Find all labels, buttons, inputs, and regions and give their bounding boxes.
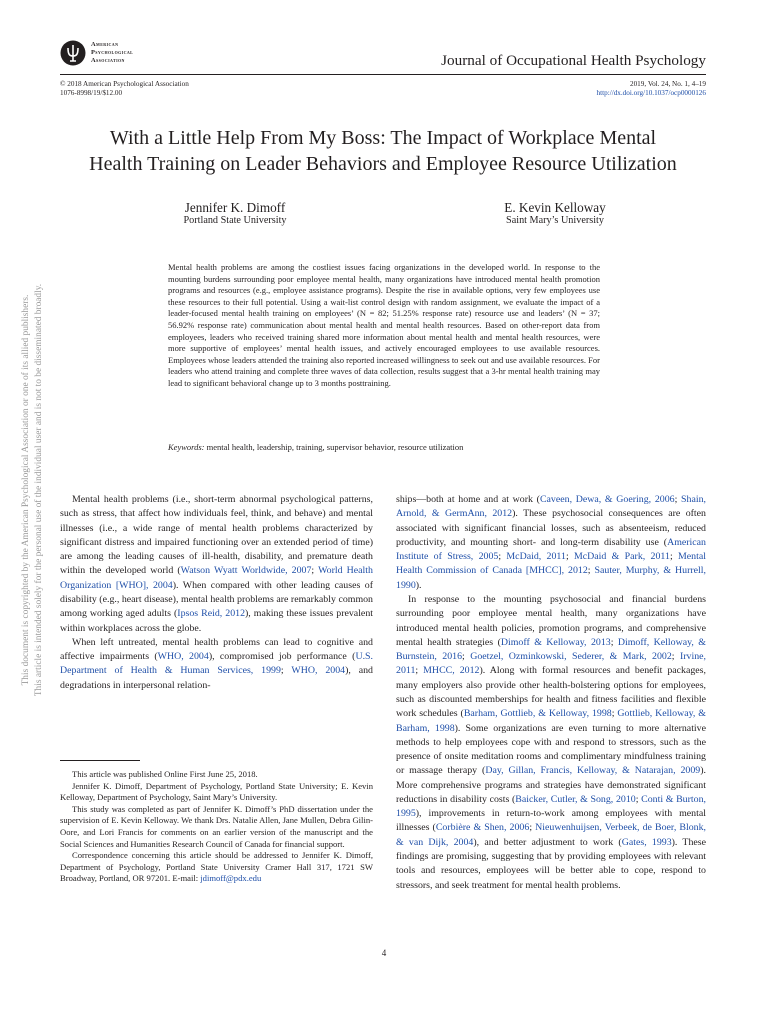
paragraph-text: ships—both at home and at work ( <box>396 494 540 505</box>
citation-link[interactable]: McDaid & Park, 2011 <box>574 551 670 563</box>
doi-link[interactable]: http://dx.doi.org/10.1037/ocp0000126 <box>596 89 706 97</box>
body-paragraph <box>60 636 373 693</box>
citation-link[interactable]: Conti & Burton, 1995 <box>396 793 706 820</box>
citation-link[interactable]: Watson Wyatt Worldwide, 2007 <box>180 565 312 577</box>
paragraph-text: ; <box>611 708 618 720</box>
journal-title: Journal of Occupational Health Psychology <box>441 52 706 69</box>
apa-psi-icon <box>60 40 86 66</box>
keywords-label: Keywords: <box>168 442 205 452</box>
paragraph-text: ). These findings are promising, suggesting that by providing employees with relevant tools and resources, employees will be better able to cope, respond to stressors, and seek treatment for mental health problems. <box>396 836 707 891</box>
keywords-text: mental health, leadership, training, supervisor behavior, resource utilization <box>206 442 464 452</box>
author-name: Jennifer K. Dimoff <box>184 200 286 215</box>
footnote-correspondence <box>60 850 373 885</box>
author-block <box>455 200 655 227</box>
footnotes <box>60 769 373 885</box>
citation-link[interactable]: Dimoff, Kelloway, & Burnstein, 2016 <box>396 636 706 663</box>
abstract: Mental health problems are among the costliest issues facing organizations in the developed world. In response to the mounting burdens surrounding poor employee mental health, many organizations have introduced mental health promotion programs and resources (e.g., employee assistance programs). Despite the rise in available options, very few employees use these resources to their full potential. Using a wait-list control design with random assignment, we evaluate the impact of a leader-focused mental health training on employees’ (N = 82; 51.25% response rate) resource use and leaders’ (N = 37; 56.92% response rate) communication about mental health and mental health resources. Based on other-report data from employees, leaders who received training shared more information about mental health and mental health resources, were more supportive of employees’ mental health issues, and actively encouraged employees to use available resources. Employees whose leaders attended the training also reported increased willingness to seek out and use available resources. For leaders who attend training and complete three waves of data collection, results suggest that a 3-hr mental health training may lead to significant behavioral change up to 3 months posttraining. <box>168 262 600 388</box>
publisher-name: American Psychological Association <box>91 41 134 64</box>
author-affiliation: Saint Mary’s University <box>506 215 604 226</box>
citation-link[interactable]: Day, Gillan, Francis, Kelloway, & Natarajan, 2009 <box>485 765 701 777</box>
paragraph-text: ). Some organizations are even turning to more alternative methods to help employees cope with and respond to stressors, such as the presence of onsite meditation rooms and complimentary mindfulness training or massage therapy ( <box>396 722 706 777</box>
page-number: 4 <box>381 948 387 958</box>
footnote-acknowledgment: This study was completed as part of Jennifer K. Dimoff’s PhD dissertation under the supervision of E. Kevin Kelloway. We thank Drs. Natalie Allen, Jane Mullen, Debra Gilin-Oore, and Lori Francis for comments on an earlier version of the manuscript and the Social Sciences and Humanities Research Council of Canada for financial support. <box>60 803 373 849</box>
citation-link[interactable]: Mental Health Commission of Canada [MHCC], 2012 <box>396 551 706 577</box>
left-column <box>60 493 373 693</box>
citation-link[interactable]: Goetzel, Ozminkowski, Sederer, & Mark, 2002 <box>470 651 672 663</box>
copyright-line: © 2018 American Psychological Association <box>60 80 189 88</box>
title-line: Health Training on Leader Behaviors and Employee Resource Utilization <box>89 153 677 175</box>
paragraph-text: ; <box>671 651 680 663</box>
paragraph-text: ; <box>529 822 536 834</box>
citation-link[interactable]: Caveen, Dewa, & Goering, 2006 <box>539 494 675 505</box>
header-rule <box>60 74 706 75</box>
paragraph-text: ). When compared with other leading causes of disability (e.g., heart disease), mental health problems are remarkably common among working aged adults ( <box>60 579 374 620</box>
citation-link[interactable]: Shain, Arnold, & GermAnn, 2012 <box>396 494 706 520</box>
sidebar-line: This document is copyrighted by the American Psychological Association or one of its allied publishers. <box>21 294 31 686</box>
apa-logo <box>60 40 133 66</box>
paragraph-text: In response to the mounting psychosocial and financial burdens surrounding poor employee mental health, many organizations have introduced mental health policies, promotion programs, and comprehensive mental health strategies ( <box>396 593 706 648</box>
paragraph-text: ; <box>635 793 642 805</box>
citation-link[interactable]: Sauter, Murphy, & Hurrell, 1990 <box>396 565 706 591</box>
copyright-sidebar <box>20 110 46 870</box>
article-title <box>60 125 706 177</box>
paragraph-text: ), improvements in return-to-work among employees with mental illnesses ( <box>396 808 706 834</box>
body-paragraph <box>396 493 706 593</box>
citation-link[interactable]: MHCC, 2012 <box>423 665 480 677</box>
footnote-rule <box>60 760 140 761</box>
citation-link[interactable]: American Institute of Stress, 2005 <box>396 536 706 563</box>
email-link[interactable]: jdimoff@pdx.edu <box>200 873 262 884</box>
body-paragraph <box>60 493 373 636</box>
footnote-published: This article was published Online First June 25, 2018. <box>72 769 258 779</box>
citation-link[interactable]: WHO, 2004 <box>291 665 346 677</box>
sidebar-line: This article is intended solely for the personal use of the individual user and is not to be disseminated broadly. <box>34 283 44 697</box>
author-name: E. Kevin Kelloway <box>504 200 606 215</box>
author-block <box>140 200 330 227</box>
keywords <box>168 442 600 454</box>
paragraph-text: ; <box>669 551 678 563</box>
issn-line: 1076-8998/19/$12.00 <box>60 89 123 97</box>
paragraph-text: ; <box>610 636 618 648</box>
volume-line: 2019, Vol. 24, No. 1, 4–19 <box>629 80 706 88</box>
citation-link[interactable]: Nieuwenhuijsen, Verbeek, de Boer, Blonk, & van Dijk, 2004 <box>396 822 706 848</box>
paragraph-text: ), and better adjustment to work ( <box>473 836 622 848</box>
paragraph-text: ; <box>462 651 471 663</box>
paragraph-text: ). More comprehensive programs and strategies have demonstrated significant reductions in disability costs ( <box>396 765 706 805</box>
author-affiliation: Portland State University <box>183 215 287 226</box>
citation-link[interactable]: Dimoff & Kelloway, 2013 <box>500 636 611 648</box>
paragraph-text: Mental health problems (i.e., short-term abnormal psychological patterns, such as stress, that affect how individuals feel, think, and behave) and mental illnesses (i.e., a wide range of mental health problems characterized by significant distress and impaired functioning over an extended period of time) are among the leading causes of ill-health, disability, and premature death within the developed world ( <box>60 494 373 577</box>
paragraph-text: ; <box>587 565 595 577</box>
citation-link[interactable]: Gates, 1993 <box>621 836 672 848</box>
citation-link[interactable]: WHO, 2004 <box>157 651 209 663</box>
citation-link[interactable]: McDaid, 2011 <box>506 551 566 563</box>
paragraph-text: ). Along with formal resources and benefit packages, many employers also provide other health-bolstering options for employees, such as discounted memberships for health and fitness facilities and flexible work schedules ( <box>396 665 706 720</box>
citation-link[interactable]: Baicker, Cutler, & Song, 2010 <box>515 793 636 805</box>
paragraph-text: ; <box>311 565 319 577</box>
citation-link[interactable]: Corbière & Shen, 2006 <box>435 822 530 834</box>
paragraph-text: ; <box>280 665 292 677</box>
citation-link[interactable]: Irvine, 2011 <box>396 651 706 677</box>
paragraph-text: ; <box>565 551 574 563</box>
citation-link[interactable]: U.S. Department of Health & Human Services, 1999 <box>60 651 373 677</box>
paragraph-text: ; <box>498 551 507 563</box>
paragraph-text: ), and degradations in interpersonal relation- <box>60 665 373 691</box>
citation-block <box>597 80 706 98</box>
right-column <box>396 493 706 893</box>
citation-link[interactable]: Gottlieb, Kelloway, & Barham, 1998 <box>396 708 706 734</box>
paragraph-text: ; <box>415 665 424 677</box>
paragraph-text: ), compromised job performance ( <box>208 651 356 663</box>
body-paragraph <box>396 593 706 893</box>
correspondence-text: Correspondence concerning this article should be addressed to Jennifer K. Dimoff, Department of Psychology, Portland State University Cramer Hall 317, 1721 SW Broadway, Portland, OR 97201. E-mail: <box>60 850 373 884</box>
citation-link[interactable]: Ipsos Reid, 2012 <box>177 608 246 620</box>
copyright-block <box>60 80 189 98</box>
paragraph-text: ). These psychosocial consequences are often associated with significant financial losses, such as absenteeism, reduced productivity, and mounting short- and long-term disability use ( <box>396 508 706 548</box>
paragraph-text: ; <box>674 494 682 505</box>
paragraph-text: When left untreated, mental health problems can lead to cognitive and affective impairments ( <box>60 636 373 663</box>
title-line: With a Little Help From My Boss: The Impact of Workplace Mental <box>109 127 657 149</box>
footnote-affiliations: Jennifer K. Dimoff, Department of Psychology, Portland State University; E. Kevin Kelloway, Department of Psychology, Saint Mary’s University. <box>60 780 373 803</box>
citation-link[interactable]: Barham, Gottlieb, & Kelloway, 1998 <box>463 708 612 720</box>
citation-link[interactable]: World Health Organization [WHO], 2004 <box>60 565 373 591</box>
paragraph-text: ). <box>415 579 422 591</box>
paragraph-text: ), making these issues prevalent within workplaces across the globe. <box>60 608 374 634</box>
